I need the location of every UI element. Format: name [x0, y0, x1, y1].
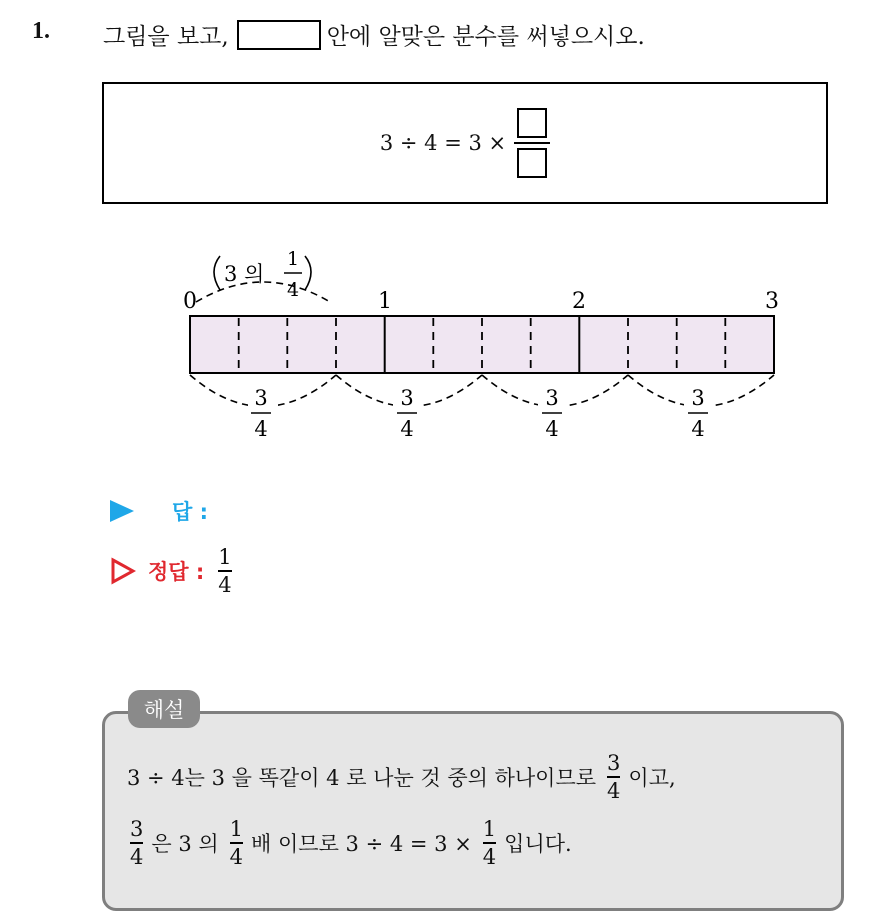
play-triangle-icon [110, 500, 134, 522]
explanation-text: 배 이므로 3 ÷ 4 = 3 × [251, 831, 472, 856]
fraction [483, 818, 496, 868]
tick-label-0: 0 [183, 289, 197, 314]
denominator: 4 [229, 844, 244, 869]
numerator: 1 [218, 545, 232, 569]
correct-answer-row [110, 546, 235, 596]
tick-label-2: 2 [572, 289, 586, 314]
bottom-numerator: 3 [254, 386, 268, 410]
explanation-text: 3 ÷ 4는 3 을 똑같이 4 로 나눈 것 중의 하나이므로 [127, 765, 597, 790]
answer-row [110, 496, 208, 526]
bottom-numerator: 3 [545, 386, 559, 410]
bottom-denominator: 4 [545, 417, 559, 441]
outline-triangle-icon [110, 557, 136, 585]
tick-label-1: 1 [378, 289, 392, 314]
denominator: 4 [607, 778, 621, 803]
numerator: 1 [229, 817, 244, 841]
fraction [230, 818, 243, 868]
right-paren [305, 256, 311, 290]
explanation-text: 입니다. [504, 831, 572, 856]
denominator: 4 [482, 844, 497, 869]
explanation-box [102, 711, 844, 911]
question-text-before-box: 그림을 보고, [103, 24, 229, 50]
top-label-prefix: 3 의 [224, 262, 265, 286]
bottom-label-1 [248, 378, 278, 441]
explanation-text: 이고, [628, 765, 676, 790]
top-label-numerator: 1 [286, 248, 300, 270]
numerator: 1 [482, 817, 497, 841]
correct-answer-value [218, 546, 231, 596]
numerator: 3 [607, 751, 621, 775]
explanation-line-2 [127, 818, 572, 868]
bottom-numerator: 3 [691, 386, 705, 410]
bottom-denominator: 4 [254, 417, 268, 441]
numerator: 3 [130, 817, 144, 841]
denominator: 4 [218, 572, 232, 597]
fraction [130, 818, 143, 868]
explanation-text: 은 3 의 [151, 831, 219, 856]
top-label-denominator: 4 [286, 279, 300, 301]
bottom-numerator: 3 [400, 386, 414, 410]
denominator: 4 [130, 844, 144, 869]
tick-label-3: 3 [765, 289, 779, 314]
equation-text: 3 ÷ 4 = 3 × [379, 131, 507, 155]
correct-answer-label: 정답 : [148, 559, 205, 584]
explanation-line-1 [127, 752, 676, 802]
bottom-denominator: 4 [400, 417, 414, 441]
bottom-denominator: 4 [691, 417, 705, 441]
fraction [607, 752, 620, 802]
bottom-label-4 [684, 378, 714, 441]
answer-label: 답 : [172, 500, 208, 524]
bottom-label-2 [393, 378, 423, 441]
question-text-after-box: 안에 알맞은 분수를 써넣으시오. [326, 24, 645, 50]
question-number: 1. [32, 18, 50, 44]
left-paren [214, 256, 220, 290]
explanation-tag: 해설 [128, 690, 200, 728]
bottom-label-3 [538, 378, 568, 441]
